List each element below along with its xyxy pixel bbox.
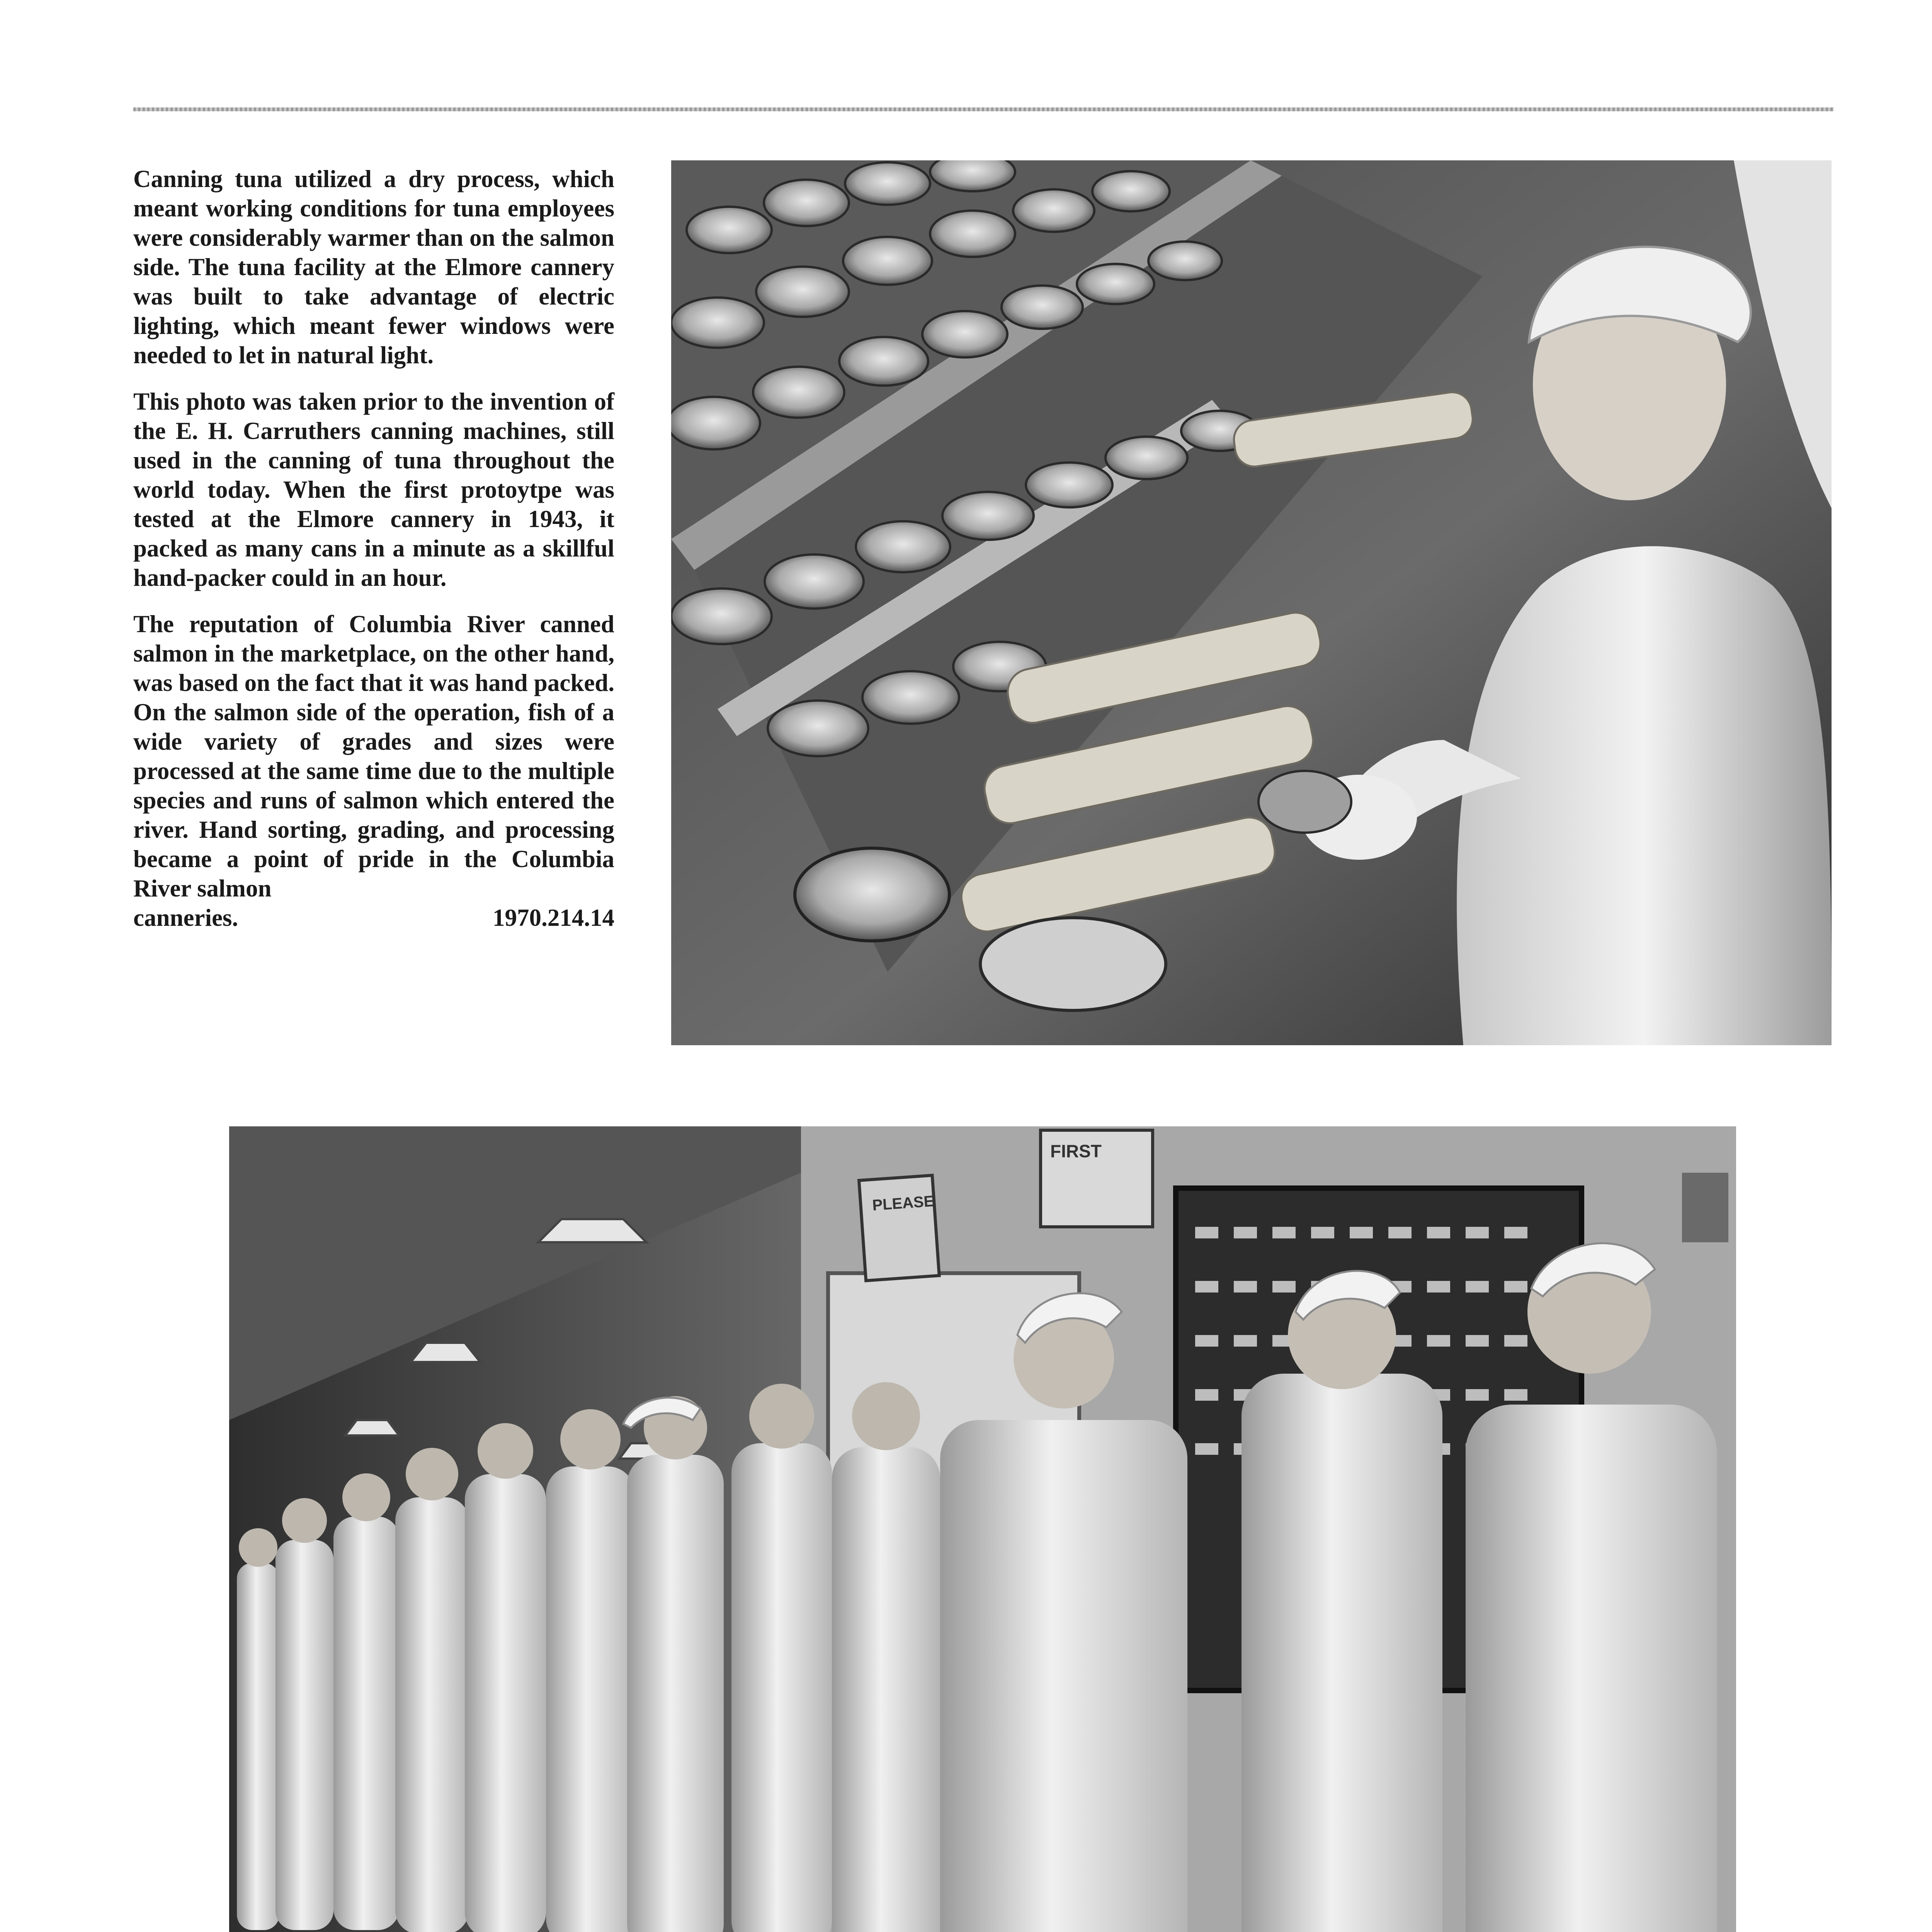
tuna-packing-photo	[671, 160, 1832, 1045]
first-aid-sign-text: FIRST	[1050, 1141, 1102, 1161]
article-last-word: canneries.	[133, 904, 238, 931]
cannery-workers-photo	[229, 1126, 1736, 1932]
article-paragraph-1: Canning tuna utilized a dry process, which meant working conditions for tuna employees were considerably warmer than on the salmon side. The tuna facility at the Elmore cannery was built to take advantage of electric lighting, which meant fewer windows were needed to let in natural light.	[133, 165, 614, 369]
top-rule	[133, 107, 1833, 111]
article-last-line	[133, 903, 614, 932]
please-sign-text: PLEASE	[872, 1192, 935, 1214]
article-paragraph-3	[133, 609, 614, 903]
article-column	[133, 164, 614, 932]
cannery-workers-photo-graphic	[229, 1126, 1736, 1932]
top-photo-id: 1970.214.14	[493, 904, 614, 931]
tuna-packing-photo-graphic	[671, 160, 1832, 1045]
article-paragraph-3-text: The reputation of Columbia River canned salmon in the marketplace, on the other hand, was based on the fact that it was hand packed. On the salmon side of the operation, fish of a wide variety of grades and sizes were processed at the same time due to the multiple species and runs of salmon which entered the river. Hand sorting, grading, and processing became a point of pride in the Columbia River salmon	[133, 611, 614, 902]
article-paragraph-2: This photo was taken prior to the invention of the E. H. Carruthers canning machines, still used in the canning of tuna throughout the world today. When the first protoytpe was tested at the Elmore cannery in 1943, it packed as many cans in a minute as a skillful hand-packer could in an hour.	[133, 388, 614, 591]
